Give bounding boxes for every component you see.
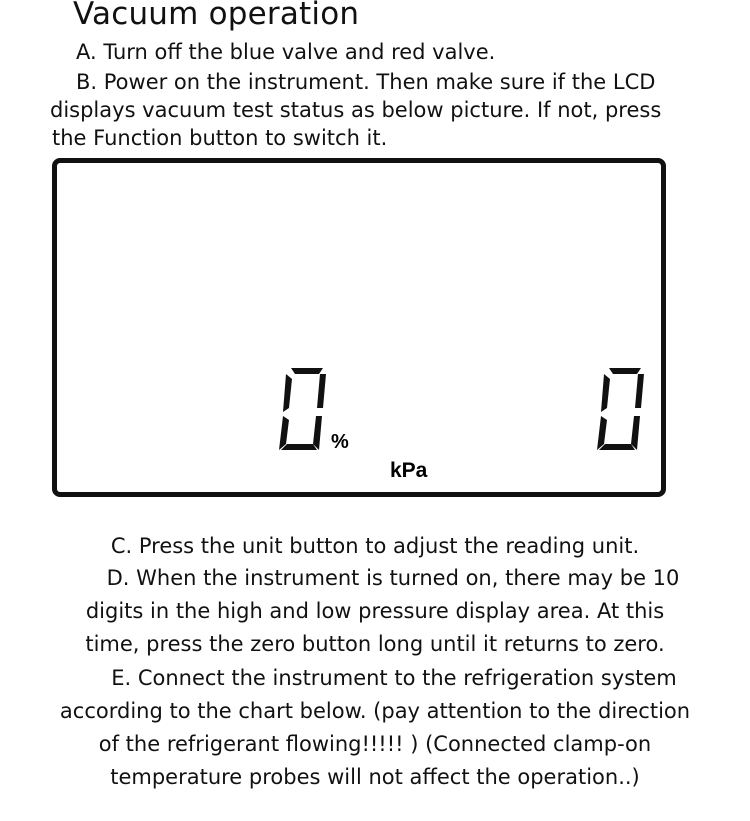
step-a-text: A. Turn off the blue valve and red valve. — [76, 40, 496, 64]
step-d-text-line1: D. When the instrument is turned on, there may be 10 — [106, 566, 680, 590]
page-title: Vacuum operation — [73, 0, 360, 32]
step-e-text-line3: of the refrigerant flowing!!!!! ) (Connected clamp-on — [98, 732, 652, 756]
step-e-text-line4: temperature probes will not affect the operation..) — [110, 765, 640, 789]
right-pressure-digit — [597, 368, 644, 450]
lcd-display — [52, 158, 666, 497]
step-d-text-line2: digits in the high and low pressure display area. At this — [85, 599, 665, 623]
step-d-text-line3: time, press the zero button long until it returns to zero. — [85, 632, 665, 656]
step-e-text-line1: E. Connect the instrument to the refrigeration system — [111, 666, 677, 690]
step-c-text: C. Press the unit button to adjust the reading unit. — [110, 534, 640, 558]
step-b-text-line2: displays vacuum test status as below picture. If not, press — [50, 98, 662, 122]
left-pressure-digit — [279, 368, 326, 450]
step-b-text-line1: B. Power on the instrument. Then make sure if the LCD — [76, 70, 656, 94]
kpa-unit-label: kPa — [390, 459, 428, 482]
percent-unit-label: % — [331, 431, 349, 453]
step-e-text-line2: according to the chart below. (pay attention to the direction — [59, 699, 691, 723]
step-b-text-line3: the Function button to switch it. — [52, 126, 388, 150]
